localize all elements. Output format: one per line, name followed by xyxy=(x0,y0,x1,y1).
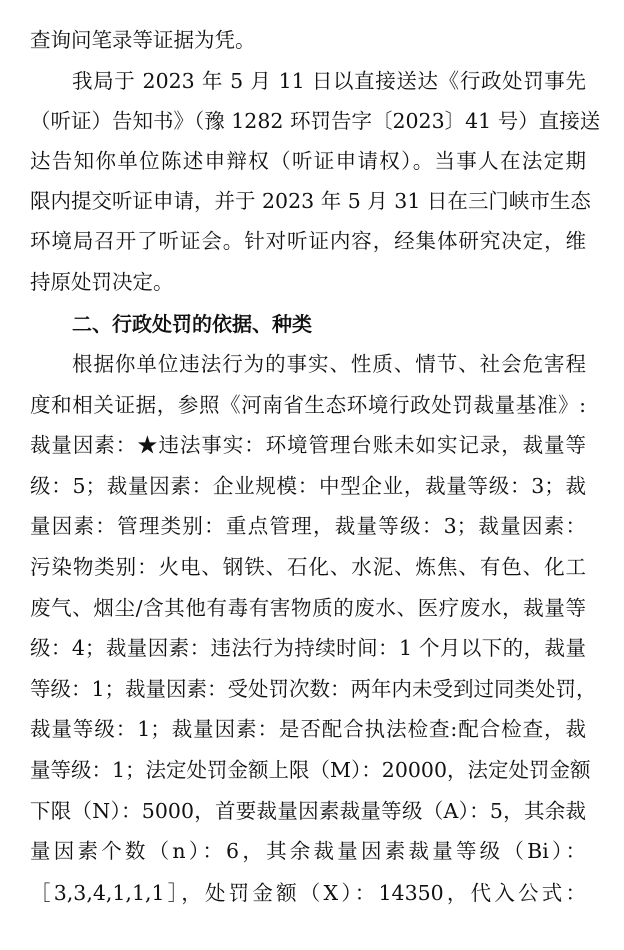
text-line-19: 量等级：1；法定处罚金额上限（M）：20000，法定处罚金额 xyxy=(30,758,591,782)
text-line-3: （听证）告知书》（豫 1282 环罚告字〔2023〕41 号）直接送 xyxy=(30,109,601,133)
text-line-6: 环境局召开了听证会。针对听证内容，经集体研究决定，维 xyxy=(30,229,586,253)
text-line-9: 根据你单位违法行为的事实、性质、情节、社会危害程 xyxy=(72,352,586,376)
text-line-15: 废气、烟尘/含其他有毒有害物质的废水、医疗废水，裁量等 xyxy=(30,596,586,620)
text-line-7: 持原处罚决定。 xyxy=(30,270,174,294)
text-line-1: 查询问笔录等证据为凭。 xyxy=(30,28,256,52)
text-line-2: 我局于 2023 年 5 月 11 日以直接送达《行政处罚事先 xyxy=(72,69,586,93)
text-line-4: 达告知你单位陈述申辩权（听证申请权）。当事人在法定期 xyxy=(30,149,586,173)
text-line-11: 裁量因素：★违法事实：环境管理台账未如实记录，裁量等 xyxy=(30,433,586,457)
text-line-17: 等级：1；裁量因素：受处罚次数：两年内未受到过同类处罚， xyxy=(30,677,597,701)
text-line-12: 级：5；裁量因素：企业规模：中型企业，裁量等级：3；裁 xyxy=(30,474,586,498)
text-line-13: 量因素：管理类别：重点管理，裁量等级：3；裁量因素： xyxy=(30,514,586,538)
text-line-14: 污染物类别：火电、钢铁、石化、水泥、炼焦、有色、化工 xyxy=(30,555,586,579)
text-line-18: 裁量等级：1；裁量因素：是否配合执法检查:配合检查，裁 xyxy=(30,717,586,741)
section-heading: 二、行政处罚的依据、种类 xyxy=(72,312,312,336)
text-line-20: 下限（N）：5000，首要裁量因素裁量等级（A）：5，其余裁 xyxy=(30,799,586,823)
text-line-21: 量因素个数（n）：6，其余裁量因素裁量等级（Bi）： xyxy=(30,839,586,863)
text-line-10: 度和相关证据，参照《河南省生态环境行政处罚裁量基准》: xyxy=(30,393,586,417)
text-line-16: 级：4；裁量因素：违法行为持续时间：1 个月以下的，裁量 xyxy=(30,636,586,660)
text-line-22: ［3,3,4,1,1,1］，处罚金额（X）：14350，代入公式： xyxy=(30,881,586,905)
text-line-5: 限内提交听证申请，并于 2023 年 5 月 31 日在三门峡市生态 xyxy=(30,189,591,213)
